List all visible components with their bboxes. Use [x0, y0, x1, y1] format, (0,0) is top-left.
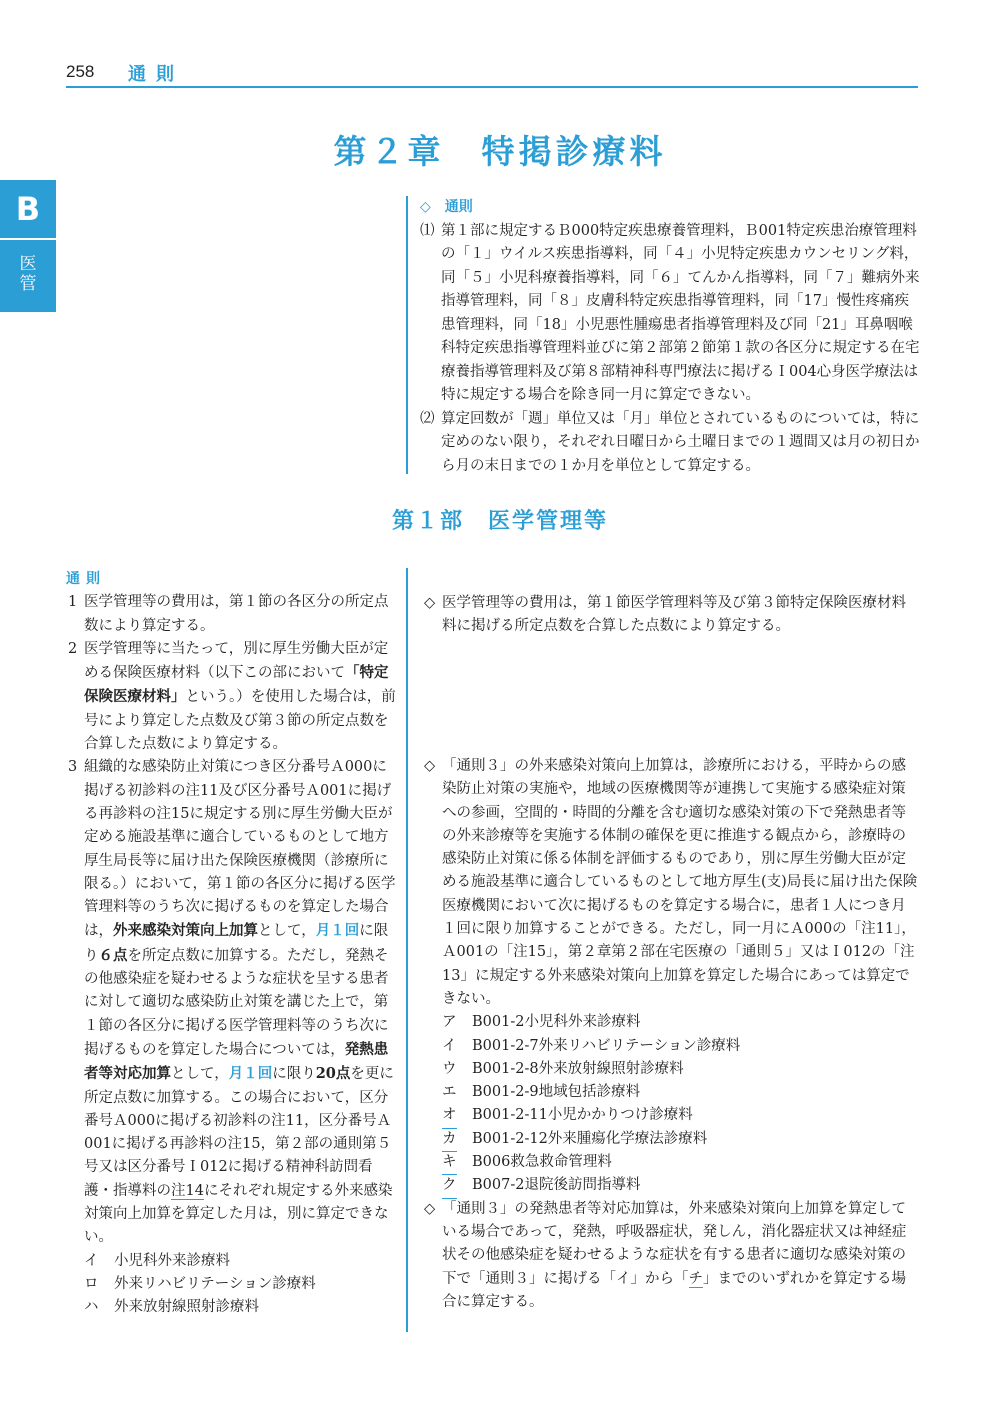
diamond-bullet-icon: ◇: [424, 758, 436, 774]
column-divider: [406, 568, 408, 1332]
rule-text: に限り: [272, 1066, 316, 1083]
rule-text: に限り: [84, 923, 389, 964]
rule-text: 医学管理等の費用は，第１節の各区分の所定点数により算定する。: [84, 594, 389, 634]
kana-list-item: [424, 1011, 920, 1034]
kana-list-item: [424, 1058, 920, 1081]
rule-item: [66, 638, 396, 756]
kana-list-item: [424, 1104, 920, 1127]
kana-list-item: [424, 1151, 920, 1174]
rule-number: 2: [68, 640, 78, 657]
underlined-reference: チ: [688, 1270, 703, 1287]
diamond-bullet-icon: ◇: [424, 595, 436, 611]
note-item-mark: ⑴: [420, 222, 435, 239]
sub-item-text: 外来リハビリテーション診療料: [114, 1275, 316, 1292]
rule-item: [66, 756, 396, 1249]
side-tab-label-char: 医: [19, 254, 37, 274]
kana-mark: カ: [442, 1128, 457, 1152]
interpretation-note: [424, 755, 920, 1314]
interpretation-note: [424, 592, 920, 639]
rules-heading: 通則: [66, 571, 106, 587]
sub-item-text: 小児科外来診療料: [114, 1252, 230, 1269]
underlined-reference: 注14: [171, 1182, 204, 1199]
note-paragraph: [424, 592, 920, 639]
rule-number: 3: [68, 759, 78, 776]
highlight-frequency: 月１回: [315, 922, 360, 940]
rule-text: として，: [171, 1066, 229, 1083]
page-number: 258: [66, 62, 95, 81]
kana-mark: エ: [442, 1084, 457, 1101]
kana-mark: イ: [442, 1037, 457, 1054]
kana-list-item: [424, 1174, 920, 1197]
sub-list-item: [66, 1250, 396, 1273]
kana-mark: ア: [442, 1014, 457, 1031]
rule-text: として，: [258, 923, 316, 940]
kana-mark: オ: [442, 1104, 457, 1128]
rule-text: 組織的な感染防止対策につき区分番号Ａ000に掲げる初診料の注11及び区分番号Ａ001に掲げる再診料の注15に規定する別に厚生労働大臣が定める施設基準に適合しているものとして地方厚生局長等に届け出た保険医療機関（診療所に限る。）において，第１節の各区分に掲げる医学管理料等のうち次に掲げるものを算定した場合は，: [84, 759, 396, 940]
sub-list-item: [66, 1296, 396, 1319]
notes-sidebar-rule: [406, 196, 408, 474]
note-item: [420, 220, 920, 408]
chapter-title: 第２章 特掲診療料: [333, 132, 667, 171]
kana-item-text: B001-2-7外来リハビリテーション診療料: [472, 1037, 741, 1054]
side-tab-letter: B: [15, 190, 41, 228]
side-tab-label-char: 管: [19, 274, 37, 294]
side-index-tab: [0, 180, 56, 312]
sub-item-text: 外来放射線照射診療料: [114, 1299, 259, 1316]
side-tab-divider: [0, 238, 56, 240]
bold-term: 外来感染対策向上加算: [113, 922, 258, 940]
note-item: [420, 408, 920, 479]
kana-list-item: [424, 1081, 920, 1104]
kana-mark: ウ: [442, 1060, 457, 1077]
kana-item-text: B006救急救命管理料: [472, 1154, 612, 1171]
rule-text: を更に所定点数に加算する。この場合において，区分番号Ａ000に掲げる初診料の注11，区分番号Ａ001に掲げる再診料の注15，第２部の通則第５号又は区分番号Ｉ012に掲げる精神科訪問看護・指導料の: [84, 1066, 394, 1199]
header-rule: [66, 86, 918, 88]
sub-item-mark: ロ: [84, 1275, 99, 1292]
note-paragraph: [424, 755, 920, 1011]
notes-heading: ◇ 通則: [420, 199, 473, 215]
note-text: 」までのいずれかを算定する場合に算定する。: [442, 1270, 906, 1310]
kana-list-item: [424, 1128, 920, 1151]
kana-mark: ク: [442, 1174, 457, 1198]
defined-term: 「特定保険医療材料」: [84, 664, 389, 706]
kana-item-text: B001-2-11小児かかりつけ診療料: [472, 1107, 693, 1124]
kana-item-text: B001-2-9地域包括診療料: [472, 1084, 641, 1101]
highlight-frequency: 月１回: [228, 1065, 273, 1083]
kana-item-text: B001-2-8外来放射線照射診療料: [472, 1060, 684, 1077]
page-header: [66, 58, 918, 86]
rule-number: 1: [68, 594, 78, 611]
bold-points: ６点: [98, 946, 128, 964]
part-title: 第１部 医学管理等: [391, 509, 608, 534]
kana-item-text: B001-2小児科外来診療料: [472, 1014, 641, 1031]
kana-item-text: B001-2-12外来腫瘍化学療法診療料: [472, 1130, 708, 1147]
kana-item-text: B007-2退院後訪問指導料: [472, 1177, 641, 1194]
sub-item-mark: ハ: [84, 1299, 99, 1316]
rule-text: にそれぞれ規定する外来感染対策向上加算を算定した月は，別に算定できない。: [84, 1182, 393, 1246]
note-item-mark: ⑵: [420, 410, 435, 427]
rule-text: という。）を使用した場合は，前号により算定した点数及び第３節の所定点数を合算した点数により算定する。: [84, 689, 396, 753]
sub-item-mark: イ: [84, 1252, 99, 1269]
kana-mark: キ: [442, 1151, 457, 1175]
rule-item: [66, 591, 396, 638]
note-paragraph: [424, 1198, 920, 1314]
note-item-text: 第１部に規定するＢ000特定疾患療養管理料，Ｂ001特定疾患治療管理料の「１」ウイルス疾患指導料，同「４」小児特定疾患カウンセリング料，同「５」小児科療養指導料，同「６」てんかん指導料，同「７」難病外来指導管理料，同「８」皮膚科特定疾患指導管理料，同「17」慢性疼痛疾患管理料，同「18」小児悪性腫瘍患者指導管理料及び同「21」耳鼻咽喉科特定疾患指導管理料並びに第２部第２節第１款の各区分に規定する在宅療養指導管理料及び第８部精神科専門療法に掲げるＩ004心身医学療法は特に規定する場合を除き同一月に算定できない。: [441, 222, 920, 403]
bold-points: 20点: [315, 1065, 351, 1083]
sub-list-item: [66, 1273, 396, 1296]
rule-text: を所定点数に加算する。ただし，発熱その他感染症を疑わせるような症状を呈する患者に対して適切な感染防止対策を講じた上で，第１節の各区分に掲げる医学管理料等のうち次に掲げるものを算定した場合については，: [84, 947, 389, 1058]
rule-text: 医学管理等に当たって，別に厚生労働大臣が定める保険医療材料（以下この部において: [84, 640, 389, 682]
note-text: 医学管理等の費用は，第１節医学管理料等及び第３節特定保険医療材料料に掲げる所定点数を合算した点数により算定する。: [442, 595, 906, 635]
kana-list-item: [424, 1035, 920, 1058]
diamond-bullet-icon: ◇: [424, 1200, 436, 1217]
running-section-title: 通則: [128, 64, 184, 85]
note-text: 「通則３」の発熱患者等対応加算は，外来感染対策向上加算を算定している場合であって，発熱，呼吸器症状，発しん，消化器症状又は神経症状その他感染症を疑わせるような症状を有する患者に適切な感染対策の下で「通則３」に掲げる「イ」から「: [442, 1200, 907, 1287]
note-item-text: 算定回数が「週」単位又は「月」単位とされているものについては，特に定めのない限り，それぞれ日曜日から土曜日までの１週間又は月の初日から月の末日までの１か月を単位として算定する。: [441, 410, 920, 474]
side-tab-label: [0, 254, 56, 294]
chapter-general-notes: [420, 196, 920, 478]
bold-term: 発熱患者等対応加算: [84, 1040, 389, 1083]
general-rules-column: [66, 568, 396, 1320]
note-text: 「通則３」の外来感染対策向上加算は，診療所における，平時からの感染防止対策の実施や，地域の医療機関等が連携して実施する感染症対策への参画，空間的・時間的分離を含む適切な感染対策の下で発熱患者等の外来診療等を実施する体制の確保を更に推進する観点から，診療時の感染防止対策に係る体制を評価するものであり，別に厚生労働大臣が定める施設基準に適合しているものとして地方厚生(支)局長に届け出た保険医療機関において次に掲げるものを算定する場合に，患者１人につき月１回に限り加算することができる。ただし，同一月にＡ000の「注11」，Ａ001の「注15」，第２章第２部在宅医療の「通則５」又はＩ012の「注13」に規定する外来感染対策向上加算を算定した場合にあっては算定できない。: [442, 758, 918, 1007]
